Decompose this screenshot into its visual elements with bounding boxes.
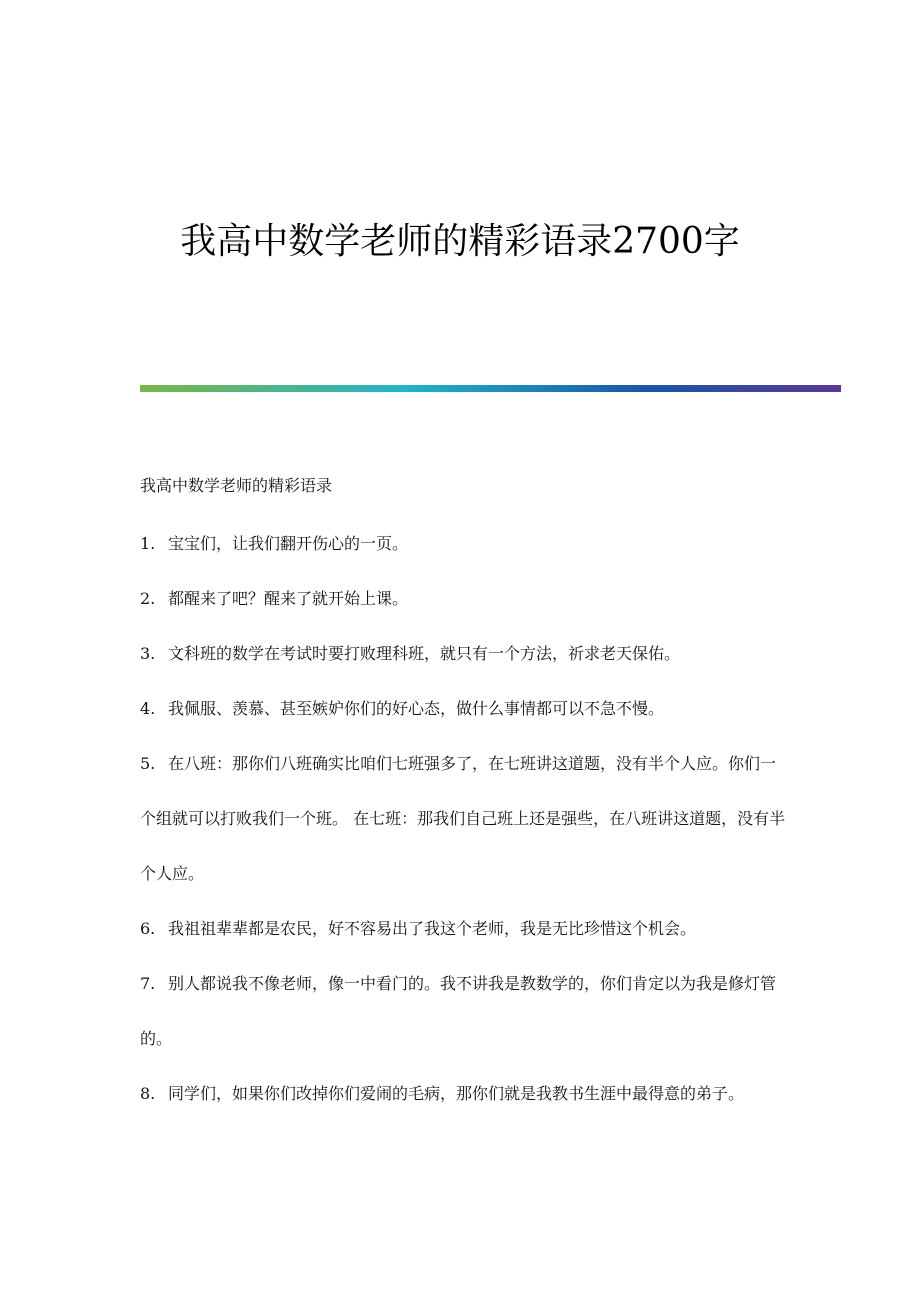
- item-text: 我祖祖辈辈都是农民，好不容易出了我这个老师，我是无比珍惜这个机会。: [168, 919, 697, 938]
- item-number: 7.: [140, 974, 156, 993]
- item-text: 都醒来了吧？醒来了就开始上课。: [168, 589, 409, 608]
- item-number: 2.: [140, 589, 156, 608]
- item-number: 5.: [140, 754, 156, 773]
- list-item: [140, 736, 790, 901]
- item-number: 4.: [140, 699, 156, 718]
- item-number: 6.: [140, 919, 156, 938]
- list-item: [140, 571, 790, 626]
- item-text: 同学们，如果你们改掉你们爱闹的毛病，那你们就是我教书生涯中最得意的弟子。: [168, 1084, 745, 1103]
- item-text: 宝宝们，让我们翻开伤心的一页。: [168, 534, 409, 553]
- list-item: [140, 956, 790, 1066]
- item-text: 文科班的数学在考试时要打败理科班，就只有一个方法，祈求老天保佑。: [168, 644, 681, 663]
- document-heading: 我高中数学老师的精彩语录: [140, 476, 333, 495]
- page-title: 我高中数学老师的精彩语录2700字: [180, 221, 740, 262]
- list-item: [140, 901, 790, 956]
- list-item: [140, 1066, 790, 1121]
- item-number: 1.: [140, 534, 156, 553]
- item-number: 3.: [140, 644, 156, 663]
- document-body: [140, 460, 790, 1121]
- list-item: [140, 626, 790, 681]
- item-text: 我佩服、羡慕、甚至嫉妒你们的好心态，做什么事情都可以不急不慢。: [168, 699, 665, 718]
- list-item: [140, 516, 790, 571]
- item-text: 在八班：那你们八班确实比咱们七班强多了，在七班讲这道题，没有半个人应。你们一个组就可以打败我们一个班。 在七班：那我们自己班上还是强些，在八班讲这道题，没有半个人应。: [140, 754, 786, 883]
- item-number: 8.: [140, 1084, 156, 1103]
- item-text: 别人都说我不像老师，像一中看门的。我不讲我是教数学的，你们肯定以为我是修灯管的。: [140, 974, 777, 1048]
- list-item: [140, 681, 790, 736]
- title-divider: [140, 385, 841, 392]
